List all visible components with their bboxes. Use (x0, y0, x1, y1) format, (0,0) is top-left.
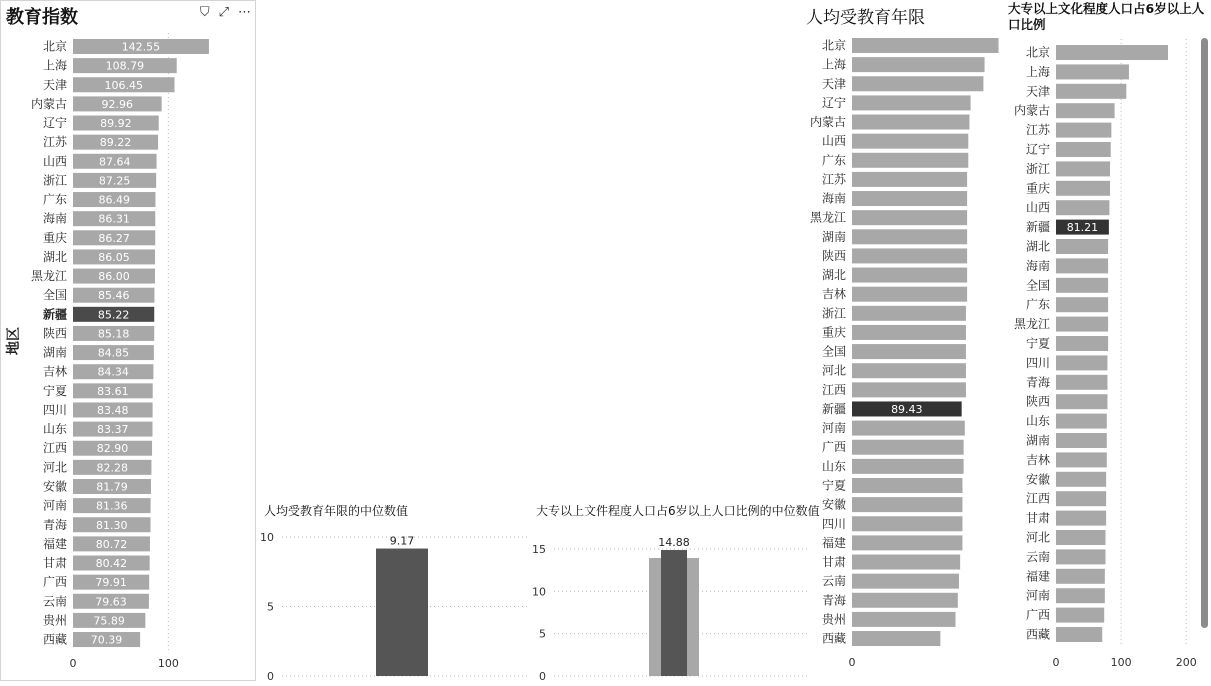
category-label: 辽宁 (821, 95, 846, 110)
category-label: 安徽 (42, 479, 67, 494)
bar (1056, 588, 1105, 603)
y-axis-label: 地区 (6, 327, 22, 355)
category-label: 四川 (42, 402, 67, 417)
x-tick-label: 0 (1052, 656, 1060, 669)
scrollbar[interactable] (1201, 38, 1208, 628)
bar (852, 191, 967, 206)
category-label: 西藏 (1025, 627, 1050, 642)
category-label: 陕西 (42, 326, 67, 341)
bar (852, 115, 969, 130)
category-label: 浙江 (42, 173, 67, 188)
data-label: 9.17 (389, 534, 415, 548)
category-label: 海南 (42, 211, 67, 226)
category-label: 江苏 (821, 172, 846, 187)
bar (852, 210, 967, 225)
bar (852, 612, 955, 627)
data-label: 92.96 (101, 97, 134, 111)
category-label: 福建 (42, 536, 67, 551)
panel-title: 人均受教育年限 (806, 8, 925, 28)
bar (852, 248, 967, 263)
bar (1056, 278, 1108, 293)
median-college-panel (530, 492, 820, 681)
category-label: 河北 (1025, 530, 1050, 545)
bar (852, 287, 967, 302)
category-label: 广西 (42, 575, 67, 590)
bar (852, 95, 971, 110)
data-label: 83.37 (96, 423, 129, 437)
category-label: 浙江 (821, 306, 846, 321)
category-label: 江苏 (42, 135, 67, 150)
panel-title: 大专以上文化程度人口占6岁以上人口比例 (1008, 1, 1205, 32)
data-label: 106.45 (104, 78, 143, 92)
bar (1056, 103, 1115, 118)
data-label: 86.49 (98, 193, 130, 207)
bar (852, 574, 959, 589)
bar (1056, 627, 1102, 642)
category-label: 北京 (1025, 45, 1050, 60)
bar (1056, 336, 1108, 351)
bar (852, 440, 964, 455)
category-label: 吉林 (821, 287, 846, 302)
y-tick-label: 0 (267, 670, 274, 681)
bar (852, 593, 958, 608)
category-label: 海南 (1025, 258, 1050, 273)
bar (1056, 608, 1104, 623)
bar (852, 76, 983, 91)
category-label: 内蒙古 (809, 115, 846, 130)
college-ratio-chart (1004, 0, 1211, 681)
category-label: 福建 (821, 535, 846, 550)
data-label: 83.48 (97, 403, 129, 417)
panel-title: 教育指数 (6, 7, 78, 28)
category-label: 宁夏 (1025, 336, 1050, 351)
category-label: 青海 (42, 517, 67, 532)
median-years-chart (258, 492, 528, 681)
bar (1056, 64, 1129, 79)
bar (1056, 472, 1106, 487)
education-index-chart (1, 1, 257, 682)
category-label: 云南 (42, 594, 67, 609)
y-tick-label: 5 (267, 600, 274, 614)
bar (852, 535, 962, 550)
bar (852, 478, 962, 493)
category-label: 北京 (42, 39, 67, 54)
y-tick-label: 15 (532, 543, 546, 556)
bar (1056, 200, 1109, 215)
data-label: 89.92 (100, 117, 132, 131)
bar (852, 268, 967, 283)
category-label: 湖南 (821, 229, 846, 244)
bar (852, 134, 968, 149)
category-label: 湖北 (1025, 239, 1050, 254)
category-label: 西藏 (42, 632, 67, 647)
bar (1056, 452, 1107, 467)
bar (1056, 491, 1106, 506)
category-label: 海南 (821, 191, 846, 206)
data-label: 84.34 (97, 365, 129, 379)
category-label: 全国 (42, 288, 67, 303)
category-label: 广东 (1025, 297, 1050, 312)
data-label: 86.31 (98, 212, 130, 226)
category-label: 新疆 (821, 401, 846, 416)
category-label: 全国 (1025, 278, 1050, 293)
bar (1056, 123, 1111, 138)
bar (1056, 414, 1107, 429)
bar (1056, 569, 1105, 584)
category-label: 黑龙江 (809, 210, 846, 225)
category-label: 山东 (821, 459, 846, 474)
bar (852, 459, 964, 474)
bar (852, 229, 967, 244)
category-label: 内蒙古 (30, 96, 67, 111)
bar (852, 382, 966, 397)
data-label: 85.46 (97, 289, 130, 303)
data-label: 84.85 (97, 346, 130, 360)
bar (1056, 355, 1107, 370)
category-label: 天津 (821, 76, 846, 91)
bar (852, 325, 966, 340)
category-label: 上海 (42, 58, 67, 73)
bar (1056, 394, 1107, 409)
category-label: 河南 (821, 421, 846, 436)
category-label: 上海 (821, 57, 846, 72)
bar (852, 631, 940, 646)
bar (852, 38, 999, 53)
bar (852, 57, 985, 72)
category-label: 河南 (42, 498, 67, 513)
bar (1056, 45, 1168, 60)
category-label: 河北 (821, 363, 846, 378)
category-label: 内蒙古 (1013, 103, 1050, 118)
data-label: 87.64 (99, 155, 131, 169)
bar (1056, 297, 1108, 312)
y-tick-label: 10 (532, 585, 546, 599)
scrollbar-thumb[interactable] (1201, 38, 1208, 628)
data-label: 80.42 (95, 557, 128, 571)
data-label: 79.63 (95, 595, 127, 609)
category-label: 天津 (1025, 84, 1050, 99)
panel-title: 大专以上文件程度人口占6岁以上人口比例的中位数值 (536, 504, 820, 518)
visual-header-icons (200, 5, 251, 20)
data-label: 108.79 (105, 59, 145, 73)
category-label: 安徽 (1025, 472, 1050, 487)
category-label: 新疆 (1025, 220, 1050, 235)
category-label: 四川 (821, 516, 846, 531)
category-label: 江苏 (1025, 123, 1050, 138)
data-label: 81.36 (96, 499, 128, 513)
category-label: 山西 (1025, 200, 1050, 215)
category-label: 全国 (821, 344, 846, 359)
filter-icon[interactable]: ⛉ (199, 5, 210, 20)
bar (1056, 84, 1126, 99)
bar (1056, 317, 1108, 332)
category-label: 云南 (821, 574, 846, 589)
category-label: 吉林 (42, 364, 67, 379)
data-label: 86.00 (98, 270, 130, 284)
category-label: 西藏 (821, 631, 846, 646)
category-label: 江西 (42, 441, 67, 456)
bar (1056, 142, 1111, 157)
years-of-schooling-panel (806, 0, 1002, 681)
data-label: 80.72 (95, 537, 128, 551)
category-label: 辽宁 (1025, 142, 1050, 157)
data-label: 87.25 (98, 174, 131, 188)
data-label: 89.43 (891, 402, 923, 416)
category-label: 甘肃 (1025, 511, 1050, 526)
data-label: 142.55 (121, 40, 161, 54)
category-label: 贵州 (42, 613, 67, 628)
category-label: 天津 (42, 77, 67, 92)
category-label: 甘肃 (42, 556, 67, 571)
category-label: 湖南 (42, 345, 67, 360)
y-tick-label: 10 (260, 531, 274, 544)
x-tick-label: 100 (157, 657, 179, 670)
category-label: 广东 (42, 192, 67, 207)
category-label: 山东 (42, 422, 67, 437)
category-label: 青海 (821, 593, 846, 608)
category-label: 宁夏 (42, 383, 67, 398)
category-label: 重庆 (821, 325, 846, 340)
category-label: 黑龙江 (1013, 317, 1050, 332)
category-label: 广东 (821, 153, 846, 168)
focus-mode-icon[interactable]: ⤢ (218, 5, 229, 20)
more-options-icon[interactable]: ⋯ (238, 5, 251, 20)
category-label: 广西 (1025, 608, 1050, 623)
bar (661, 550, 687, 676)
category-label: 重庆 (1025, 181, 1050, 196)
median-college-chart (530, 492, 808, 681)
bar (852, 497, 962, 512)
data-label: 86.27 (98, 231, 130, 245)
category-label: 陕西 (821, 248, 846, 263)
education-index-panel (0, 0, 256, 681)
category-label: 吉林 (1025, 452, 1050, 467)
category-label: 重庆 (42, 230, 67, 245)
y-tick-label: 0 (539, 670, 546, 681)
category-label: 甘肃 (821, 555, 846, 570)
y-tick-label: 5 (539, 627, 546, 641)
median-years-panel (258, 492, 528, 681)
bar (376, 549, 428, 676)
category-label: 浙江 (1025, 161, 1050, 176)
bar (1056, 258, 1108, 273)
category-label: 上海 (1025, 64, 1050, 79)
bar (852, 363, 966, 378)
x-tick-label: 0 (69, 657, 77, 670)
category-label: 山西 (821, 134, 846, 149)
category-label: 河北 (42, 460, 67, 475)
panel-title: 人均受教育年限的中位数值 (264, 504, 409, 518)
years-of-schooling-chart (806, 0, 1002, 681)
category-label: 黑龙江 (30, 269, 67, 284)
data-label: 81.21 (1066, 221, 1099, 235)
category-label: 湖北 (821, 268, 846, 283)
data-label: 83.61 (97, 384, 129, 398)
category-label: 湖南 (1025, 433, 1050, 448)
data-label: 81.79 (96, 480, 128, 494)
x-tick-label: 100 (1110, 656, 1132, 669)
x-tick-label: 200 (1175, 656, 1197, 669)
category-label: 江西 (1025, 491, 1050, 506)
data-label: 86.05 (98, 250, 130, 264)
category-label: 河南 (1025, 588, 1050, 603)
bar (852, 153, 968, 168)
data-label: 85.22 (97, 308, 130, 322)
data-label: 70.39 (90, 633, 123, 647)
category-label: 青海 (1025, 375, 1050, 390)
x-tick-label: 0 (848, 656, 856, 669)
data-label: 85.18 (97, 327, 130, 341)
category-label: 山东 (1025, 414, 1050, 429)
data-label: 81.30 (96, 518, 128, 532)
data-label: 82.90 (96, 442, 129, 456)
bar (1056, 181, 1110, 196)
bar (1056, 375, 1107, 390)
data-label: 75.89 (93, 614, 125, 628)
bar (1056, 433, 1107, 448)
category-label: 辽宁 (42, 116, 67, 131)
bar (852, 344, 966, 359)
category-label: 贵州 (821, 612, 846, 627)
category-label: 宁夏 (821, 478, 846, 493)
category-label: 新疆 (42, 307, 67, 322)
bar (852, 516, 962, 531)
data-label: 82.28 (96, 461, 128, 475)
category-label: 江西 (821, 382, 846, 397)
bar (852, 306, 966, 321)
bar (1056, 530, 1105, 545)
data-label: 89.22 (99, 136, 132, 150)
category-label: 北京 (821, 38, 846, 53)
bar (1056, 161, 1110, 176)
college-ratio-panel (1004, 0, 1211, 681)
category-label: 福建 (1025, 569, 1050, 584)
category-label: 云南 (1025, 549, 1050, 564)
bar (1056, 511, 1106, 526)
bar (852, 172, 967, 187)
bar (852, 555, 960, 570)
category-label: 山西 (42, 154, 67, 169)
category-label: 广西 (821, 440, 846, 455)
bar (1056, 549, 1105, 564)
data-label: 79.91 (95, 576, 127, 590)
category-label: 四川 (1025, 355, 1050, 370)
category-label: 安徽 (821, 497, 846, 512)
data-label: 14.88 (658, 536, 690, 550)
bar (1056, 239, 1108, 254)
bar (852, 421, 965, 436)
category-label: 陕西 (1025, 394, 1050, 409)
category-label: 湖北 (42, 249, 67, 264)
